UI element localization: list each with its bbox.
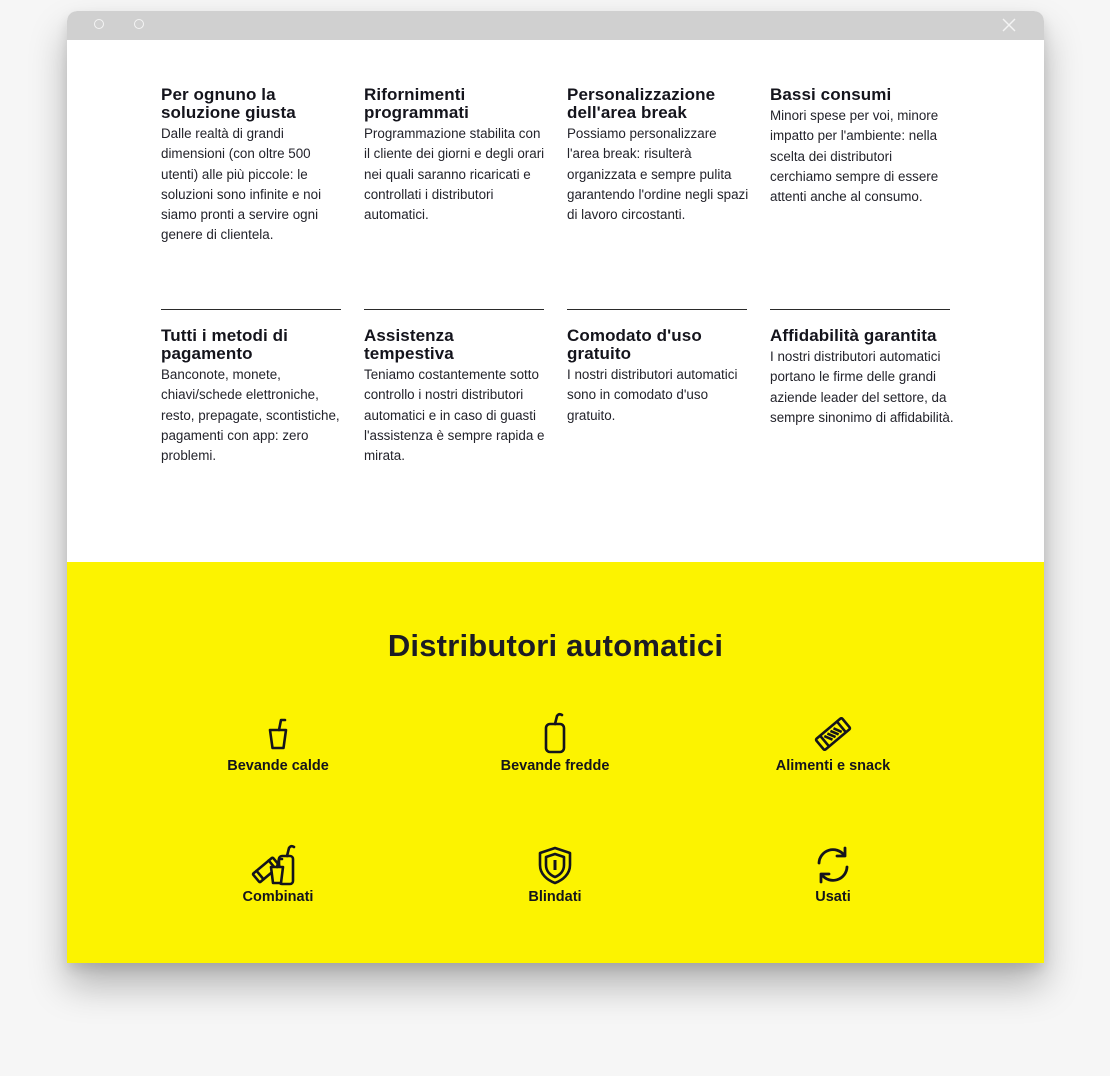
category-armored[interactable] <box>455 843 655 905</box>
combined-icon <box>250 843 306 887</box>
window-titlebar <box>67 11 1044 40</box>
category-cold-drinks[interactable] <box>455 712 655 774</box>
category-label: Alimenti e snack <box>775 758 891 774</box>
section-title: Distributori automatici <box>387 628 724 663</box>
feature-text: I nostri distributori automatici portano le firme delle grandi aziende leader del settore, da sempre sinonimo di affidabilità. <box>770 349 954 425</box>
feature-item <box>567 327 751 426</box>
window-control-circle[interactable] <box>134 19 144 29</box>
feature-title: Bassi consumi <box>770 85 892 104</box>
feature-title: Per ognuno la soluzione giusta <box>161 85 296 122</box>
feature-item <box>364 327 548 466</box>
snack-bar-icon <box>811 712 855 756</box>
feature-item <box>770 327 954 428</box>
feature-text: Banconote, monete, chiavi/schede elettroniche, resto, prepagate, scontistiche, pagamenti con app: zero problemi. <box>161 367 340 464</box>
feature-text: Possiamo personalizzare l'area break: risulterà organizzata e sempre pulita garantendo l'ordine negli spazi di lavoro circostanti. <box>567 126 749 223</box>
feature-title: Rifornimenti programmati <box>364 85 470 122</box>
feature-title: Personalizzazione dell'area break <box>567 85 716 122</box>
feature-item <box>364 86 548 225</box>
category-label: Bevande calde <box>227 758 329 774</box>
feature-text: I nostri distributori automatici sono in comodato d'uso gratuito. <box>567 367 738 423</box>
feature-text: Minori spese per voi, minore impatto per l'ambiente: nella scelta dei distributori cerchiamo sempre di essere attenti anche al consumo. <box>770 108 939 205</box>
window-control-circle[interactable] <box>94 19 104 29</box>
feature-title: Assistenza tempestiva <box>364 326 454 363</box>
feature-item <box>567 86 751 225</box>
feature-text: Programmazione stabilita con il cliente dei giorni e degli orari nei quali saranno ricaricati e controllati i distributori automatici. <box>364 126 545 223</box>
feature-title: Affidabilità garantita <box>770 326 937 345</box>
feature-text: Teniamo costantemente sotto controllo i nostri distributori automatici e in caso di guasti l'assistenza è sempre rapida e mirata. <box>364 367 545 464</box>
category-label: Blindati <box>528 889 582 905</box>
category-hot-drinks[interactable] <box>178 712 378 774</box>
hot-cup-icon <box>256 712 300 756</box>
feature-item <box>161 86 345 246</box>
shield-icon <box>533 843 577 887</box>
category-combined[interactable] <box>178 843 378 905</box>
browser-window <box>67 11 1044 963</box>
recycle-icon <box>811 843 855 887</box>
category-snacks[interactable] <box>733 712 933 774</box>
category-used[interactable] <box>733 843 933 905</box>
feature-item <box>770 86 954 207</box>
divider <box>770 309 950 310</box>
feature-item <box>161 327 345 466</box>
divider <box>567 309 747 310</box>
feature-title: Tutti i metodi di pagamento <box>161 326 288 363</box>
divider <box>161 309 341 310</box>
category-label: Bevande fredde <box>500 758 610 774</box>
close-icon[interactable] <box>1002 18 1016 32</box>
category-label: Usati <box>815 889 851 905</box>
feature-text: Dalle realtà di grandi dimensioni (con oltre 500 utenti) alle più piccole: le soluzioni sono infinite e noi siamo pronti a servire ogni genere di clientela. <box>161 126 322 243</box>
feature-title: Comodato d'uso gratuito <box>567 326 702 363</box>
category-label: Combinati <box>242 889 314 905</box>
vending-section <box>67 562 1044 963</box>
cold-drink-icon <box>533 712 577 756</box>
divider <box>364 309 544 310</box>
